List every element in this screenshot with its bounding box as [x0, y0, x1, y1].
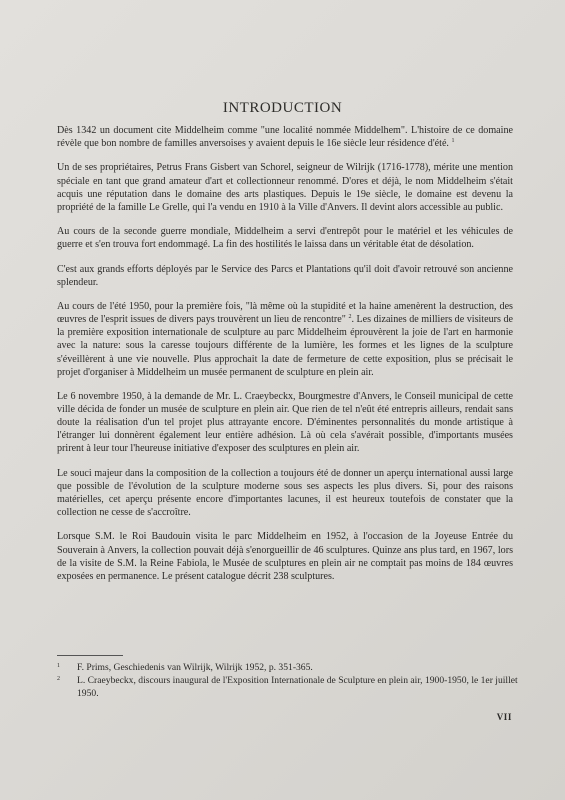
paragraph-text: Au cours de l'été 1950, pour la première fois, "là même où la stupidité et la haine amenèrent la destruction, des œuvres de l'esprit issues de divers pays trouvèrent un lieu de rencontre"	[57, 301, 513, 326]
paragraph-2: Un de ses propriétaires, Petrus Frans Gisbert van Schorel, seigneur de Wilrijk (1716-1778), mérite une mention spéciale en tant que grand amateur d'art et collectionneur renommé. D'ores et déjà, le nom Middelheim s'était acquis une réputation dans le domaine des arts plastiques. Depuis le 19e siècle, le domaine est devenu la propriété de la famille Le Grelle, qui l'a vendu en 1910 à la Ville d'Anvers. Il devint alors accessible au public.	[57, 162, 513, 213]
footnote-text: L. Craeybeckx, discours inaugural de l'Exposition Internationale de Sculpture en plein air, 1900-1950, le 1er juillet 1950.	[77, 675, 518, 699]
paragraph-text: Dès 1342 un document cite Middelheim comme "une localité nommée Middelhem". L'histoire de ce domaine révèle que bon nombre de familles anversoises y avaient depuis le 16e siècle leur résidence d'été.	[57, 125, 513, 150]
paragraph-5	[57, 300, 513, 379]
footnote-ref-2[interactable]: 2	[348, 314, 352, 321]
paragraph-3: Au cours de la seconde guerre mondiale, Middelheim a servi d'entrepôt pour le matériel et les véhicules de guerre et s'en trouva fort endommagé. La fin des hostilités le laissa dans un véritable état de désolation.	[57, 226, 513, 251]
footnote-text: F. Prims, Geschiedenis van Wilrijk, Wilrijk 1952, p. 351-365.	[77, 662, 313, 673]
paragraph-7: Le souci majeur dans la composition de la collection a toujours été de donner un aperçu international aussi large que possible de l'évolution de la sculpture moderne sous ses aspects les plus divers. Si, pour des raisons matérielles, cet aperçu présente encore d'importantes lacunes, il est heureux toutefois de constater que la collection ne cesse de s'accroître.	[57, 467, 513, 519]
page-number: VII	[496, 712, 512, 722]
footnote-2	[57, 674, 519, 700]
footnote-number: 1	[57, 663, 60, 669]
paragraph-8: Lorsque S.M. le Roi Baudouin visita le parc Middelheim en 1952, à l'occasion de la Joyeuse Entrée du Souverain à Anvers, la collection pouvait déjà s'enorgueillir de 46 sculptures. Quinze ans plus tard, en 1967, lors de la visite de S.M. la Reine Fabiola, le Musée de sculptures en plein air ne comptait pas moins de 184 œuvres exposées en permanence. Le présent catalogue décrit 238 sculptures.	[57, 531, 513, 582]
footnote-1	[57, 661, 519, 674]
paragraph-4: C'est aux grands efforts déployés par le Service des Parcs et Plantations qu'il doit d'avoir retrouvé son ancienne splendeur.	[57, 263, 513, 288]
footnotes	[57, 661, 519, 700]
paragraph-6: Le 6 novembre 1950, à la demande de Mr. L. Craeybeckx, Bourgmestre d'Anvers, le Conseil municipal de cette ville décida de fonder un musée de sculpture en plein air. Que rien de tel n'eût été entrepris ailleurs, rendait sans doute la réalisation d'un tel projet plus attrayante encore. D'éminentes personnalités du monde artistique à l'étranger lui donnèrent également leur entière adhésion. Là où cela s'avérait possible, d'importants musées prirent à leur tour l'heureuse initiative d'exposer des sculptures en plein air.	[57, 390, 513, 455]
page-title: INTRODUCTION	[222, 100, 343, 116]
footnote-number: 2	[57, 676, 60, 682]
paragraph-text: . Les dizaines de milliers de visiteurs de la première exposition internationale de sculpture au parc Middelheim éprouvèrent la joie de l'art en harmonie avec la nature: sous la caresse toujours différente de la lumière, les formes et les lignes de la sculpture s'éveillèrent à une vie nouvelle. Plus approchait la date de fermeture de cette exposition, plus se précisait le projet d'organiser à Middelheim un musée permanent de sculpture en plein air.	[57, 314, 513, 378]
paragraph-1	[57, 124, 513, 150]
body-text	[57, 124, 513, 594]
footnote-divider	[57, 655, 123, 656]
footnote-ref-1[interactable]: 1	[451, 138, 455, 145]
